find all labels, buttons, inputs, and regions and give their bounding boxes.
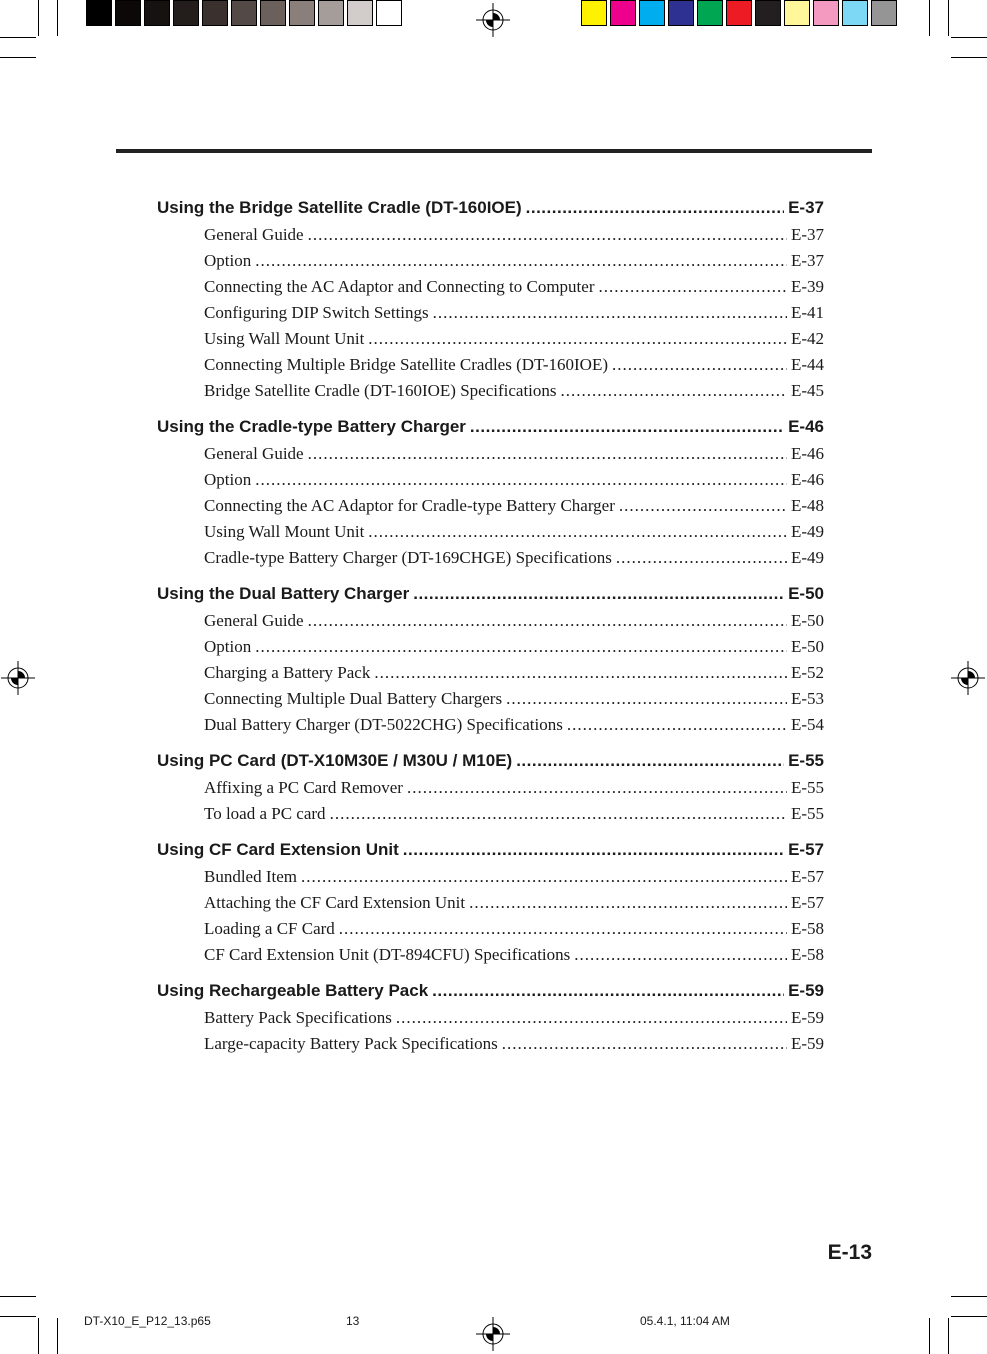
- toc-entry-title: Connecting Multiple Bridge Satellite Cradles (DT-160IOE): [204, 355, 608, 374]
- toc-leader-dots: [598, 277, 786, 297]
- toc-section: [157, 981, 824, 1060]
- crop-mark: [57, 0, 58, 36]
- gray-swatch-strip: [86, 0, 405, 30]
- crop-mark: [0, 1296, 36, 1297]
- toc-entry-title: Option: [204, 637, 252, 656]
- toc-heading-title: Using the Dual Battery Charger: [157, 584, 410, 603]
- toc-leader-dots: [368, 522, 787, 542]
- crop-mark: [38, 1318, 39, 1354]
- toc-leader-dots: [403, 840, 784, 860]
- footer-sheet-number: 13: [346, 1314, 360, 1328]
- crop-mark: [948, 0, 949, 36]
- toc-entry-page: E-57: [790, 893, 824, 912]
- toc-section-heading[interactable]: [157, 584, 824, 611]
- toc-entry[interactable]: [157, 277, 824, 303]
- toc-leader-dots: [574, 945, 787, 965]
- crop-mark: [951, 1296, 987, 1297]
- toc-leader-dots: [339, 919, 787, 939]
- toc-entry-page: E-55: [790, 804, 824, 823]
- toc-entry-title: Option: [204, 251, 252, 270]
- toc-section-heading[interactable]: [157, 981, 824, 1008]
- color-swatch: [813, 0, 839, 26]
- toc-entry-page: E-50: [790, 611, 824, 630]
- color-swatch-strip: [581, 0, 900, 30]
- crop-mark: [57, 1318, 58, 1354]
- toc-section: [157, 417, 824, 574]
- toc-heading-title: Using the Bridge Satellite Cradle (DT-160IOE): [157, 198, 522, 217]
- toc-entry[interactable]: [157, 893, 824, 919]
- toc-entry-title: CF Card Extension Unit (DT-894CFU) Specifications: [204, 945, 571, 964]
- toc-entry[interactable]: [157, 689, 824, 715]
- color-swatch: [260, 0, 286, 26]
- toc-entry-title: Using Wall Mount Unit: [204, 329, 365, 348]
- toc-entry-page: E-46: [790, 470, 824, 489]
- color-swatch: [347, 0, 373, 26]
- toc-section-heading[interactable]: [157, 417, 824, 444]
- registration-mark-icon: [476, 1317, 510, 1351]
- toc-entry-title: Dual Battery Charger (DT-5022CHG) Specifications: [204, 715, 563, 734]
- toc-entry-page: E-41: [790, 303, 824, 322]
- footer-timestamp: 05.4.1, 11:04 AM: [640, 1314, 730, 1328]
- toc-leader-dots: [396, 1008, 787, 1028]
- crop-mark: [951, 37, 987, 38]
- color-swatch: [231, 0, 257, 26]
- toc-leader-dots: [374, 663, 787, 683]
- toc-entry-page: E-59: [790, 1008, 824, 1027]
- toc-entry[interactable]: [157, 470, 824, 496]
- crop-mark: [951, 1316, 987, 1317]
- color-swatch: [202, 0, 228, 26]
- toc-entry-title: Loading a CF Card: [204, 919, 335, 938]
- toc-entry-title: To load a PC card: [204, 804, 326, 823]
- toc-entry-page: E-49: [790, 548, 824, 567]
- toc-entry-page: E-59: [790, 1034, 824, 1053]
- page-number: E-13: [827, 1241, 872, 1264]
- toc-entry[interactable]: [157, 611, 824, 637]
- toc-leader-dots: [506, 689, 787, 709]
- toc-leader-dots: [516, 751, 784, 771]
- color-swatch: [668, 0, 694, 26]
- toc-entry-title: Charging a Battery Pack: [204, 663, 371, 682]
- table-of-contents: [157, 198, 824, 1070]
- toc-leader-dots: [619, 496, 787, 516]
- toc-leader-dots: [308, 444, 787, 464]
- toc-section: [157, 584, 824, 741]
- toc-entry[interactable]: [157, 303, 824, 329]
- toc-entry[interactable]: [157, 867, 824, 893]
- toc-entry-title: Connecting Multiple Dual Battery Chargers: [204, 689, 503, 708]
- toc-entry-page: E-45: [790, 381, 824, 400]
- toc-leader-dots: [469, 893, 787, 913]
- toc-entry[interactable]: [157, 522, 824, 548]
- toc-leader-dots: [612, 355, 787, 375]
- color-swatch: [610, 0, 636, 26]
- toc-entry-page: E-58: [790, 945, 824, 964]
- footer-filename: DT-X10_E_P12_13.p65: [84, 1314, 211, 1328]
- color-swatch: [639, 0, 665, 26]
- toc-entry[interactable]: [157, 715, 824, 741]
- toc-entry[interactable]: [157, 945, 824, 971]
- toc-leader-dots: [255, 470, 787, 490]
- color-swatch: [842, 0, 868, 26]
- toc-entry[interactable]: [157, 1008, 824, 1034]
- toc-leader-dots: [308, 611, 787, 631]
- toc-leader-dots: [616, 548, 787, 568]
- toc-entry-title: Cradle-type Battery Charger (DT-169CHGE) Specifications: [204, 548, 612, 567]
- toc-entry-title: Large-capacity Battery Pack Specifications: [204, 1034, 498, 1053]
- toc-entry-page: E-48: [790, 496, 824, 515]
- toc-entry[interactable]: [157, 496, 824, 522]
- crop-mark: [0, 1316, 36, 1317]
- toc-leader-dots: [561, 381, 787, 401]
- toc-entry-page: E-37: [790, 251, 824, 270]
- toc-entry-title: Attaching the CF Card Extension Unit: [204, 893, 466, 912]
- toc-entry[interactable]: [157, 329, 824, 355]
- toc-leader-dots: [433, 303, 787, 323]
- toc-entry[interactable]: [157, 381, 824, 407]
- toc-section: [157, 198, 824, 407]
- toc-entry-title: General Guide: [204, 225, 304, 244]
- toc-heading-title: Using Rechargeable Battery Pack: [157, 981, 429, 1000]
- toc-entry[interactable]: [157, 355, 824, 381]
- toc-entry-title: Configuring DIP Switch Settings: [204, 303, 429, 322]
- toc-entry[interactable]: [157, 444, 824, 470]
- toc-heading-page: E-59: [788, 981, 824, 1000]
- toc-entry-page: E-52: [790, 663, 824, 682]
- toc-entry[interactable]: [157, 251, 824, 277]
- crop-mark: [929, 0, 930, 36]
- toc-entry-page: E-58: [790, 919, 824, 938]
- toc-entry[interactable]: [157, 225, 824, 251]
- color-swatch: [115, 0, 141, 26]
- toc-leader-dots: [255, 251, 787, 271]
- toc-entry-page: E-42: [790, 329, 824, 348]
- toc-section: [157, 751, 824, 830]
- toc-entry-title: Battery Pack Specifications: [204, 1008, 392, 1027]
- toc-section-heading[interactable]: [157, 198, 824, 225]
- registration-mark-icon: [476, 3, 510, 37]
- toc-entry-page: E-37: [790, 225, 824, 244]
- toc-entry-page: E-54: [790, 715, 824, 734]
- toc-heading-page: E-46: [788, 417, 824, 436]
- toc-leader-dots: [407, 778, 787, 798]
- color-swatch: [755, 0, 781, 26]
- color-swatch: [726, 0, 752, 26]
- toc-entry-title: General Guide: [204, 611, 304, 630]
- crop-mark: [0, 37, 36, 38]
- toc-section: [157, 840, 824, 971]
- toc-heading-page: E-55: [788, 751, 824, 770]
- color-swatch: [173, 0, 199, 26]
- toc-leader-dots: [330, 804, 787, 824]
- toc-entry-page: E-50: [790, 637, 824, 656]
- toc-leader-dots: [567, 715, 787, 735]
- crop-mark: [929, 1318, 930, 1354]
- toc-entry[interactable]: [157, 637, 824, 663]
- toc-entry-page: E-44: [790, 355, 824, 374]
- toc-leader-dots: [413, 584, 784, 604]
- toc-entry-title: Using Wall Mount Unit: [204, 522, 365, 541]
- toc-entry-title: Option: [204, 470, 252, 489]
- toc-heading-page: E-57: [788, 840, 824, 859]
- toc-entry-page: E-57: [790, 867, 824, 886]
- toc-leader-dots: [308, 225, 787, 245]
- toc-leader-dots: [470, 417, 784, 437]
- toc-section-heading[interactable]: [157, 840, 824, 867]
- toc-leader-dots: [368, 329, 787, 349]
- toc-leader-dots: [432, 981, 784, 1001]
- color-swatch: [871, 0, 897, 26]
- crop-mark: [951, 57, 987, 58]
- toc-entry-title: Connecting the AC Adaptor for Cradle-type Battery Charger: [204, 496, 615, 515]
- toc-leader-dots: [526, 198, 784, 218]
- toc-entry-page: E-55: [790, 778, 824, 797]
- toc-entry-page: E-39: [790, 277, 824, 296]
- toc-entry[interactable]: [157, 919, 824, 945]
- toc-entry-title: Bundled Item: [204, 867, 298, 886]
- toc-entry[interactable]: [157, 1034, 824, 1060]
- crop-mark: [948, 1318, 949, 1354]
- toc-heading-title: Using PC Card (DT-X10M30E / M30U / M10E): [157, 751, 513, 770]
- toc-heading-page: E-50: [788, 584, 824, 603]
- color-swatch: [581, 0, 607, 26]
- toc-leader-dots: [255, 637, 787, 657]
- registration-mark-icon: [1, 661, 35, 695]
- toc-entry-page: E-53: [790, 689, 824, 708]
- toc-entry[interactable]: [157, 548, 824, 574]
- color-swatch: [289, 0, 315, 26]
- toc-entry[interactable]: [157, 663, 824, 689]
- color-swatch: [86, 0, 112, 26]
- toc-leader-dots: [502, 1034, 787, 1054]
- toc-entry-page: E-49: [790, 522, 824, 541]
- toc-entry[interactable]: [157, 804, 824, 830]
- toc-entry-page: E-46: [790, 444, 824, 463]
- toc-entry-title: Bridge Satellite Cradle (DT-160IOE) Specifications: [204, 381, 557, 400]
- crop-mark: [38, 0, 39, 36]
- toc-leader-dots: [301, 867, 787, 887]
- crop-mark: [0, 57, 36, 58]
- color-swatch: [144, 0, 170, 26]
- color-swatch: [697, 0, 723, 26]
- color-swatch: [376, 0, 402, 26]
- header-rule: [116, 149, 872, 153]
- toc-entry-title: General Guide: [204, 444, 304, 463]
- toc-heading-page: E-37: [788, 198, 824, 217]
- toc-entry-title: Affixing a PC Card Remover: [204, 778, 403, 797]
- toc-heading-title: Using CF Card Extension Unit: [157, 840, 399, 859]
- color-swatch: [318, 0, 344, 26]
- toc-heading-title: Using the Cradle-type Battery Charger: [157, 417, 466, 436]
- toc-entry[interactable]: [157, 778, 824, 804]
- color-swatch: [784, 0, 810, 26]
- registration-mark-icon: [951, 661, 985, 695]
- toc-section-heading[interactable]: [157, 751, 824, 778]
- toc-entry-title: Connecting the AC Adaptor and Connecting to Computer: [204, 277, 595, 296]
